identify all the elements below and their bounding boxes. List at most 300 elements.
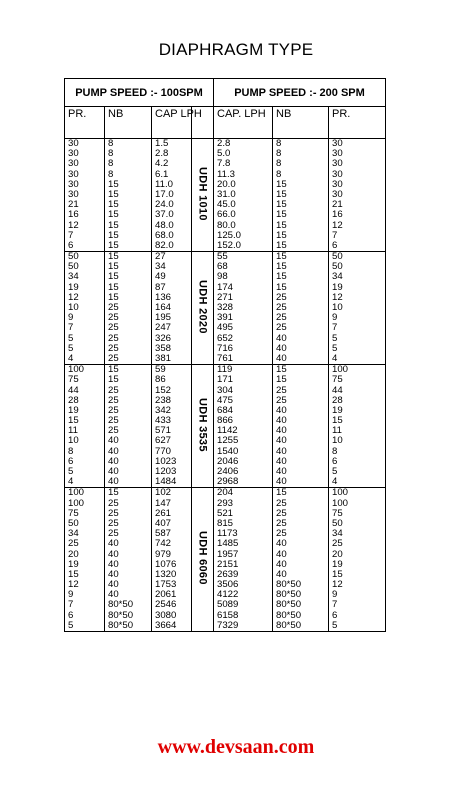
cell-value: 50 (332, 261, 343, 273)
cell-value: 40 (276, 466, 287, 477)
cell-value: 40 (108, 455, 119, 467)
model-name: UDH 3535 (196, 397, 209, 452)
cell-value: 1023 (155, 455, 177, 467)
cell-value: 1203 (155, 466, 177, 477)
cell-value: 50 (68, 517, 79, 529)
cell-value: 15 (332, 415, 343, 427)
cell-value: 19 (332, 558, 343, 570)
website-footer: www.devsaan.com (157, 736, 315, 758)
cell-value: 21 (68, 199, 79, 211)
cell-value: 16 (68, 209, 79, 221)
pr-cell (65, 488, 105, 632)
cell-value: 152 (155, 384, 172, 396)
model-group-row (65, 365, 386, 488)
cell-value: 80*50 (276, 609, 302, 621)
cell-value: 44 (332, 384, 343, 396)
cell-value: 358 (155, 342, 172, 354)
page-title: DIAPHRAGM TYPE (158, 40, 314, 59)
cell-value: 25 (276, 517, 287, 529)
cell-value: 59 (155, 364, 166, 376)
cell-value: 12 (332, 219, 343, 231)
cell-value: 5 (68, 466, 74, 477)
cell-value: 40 (108, 579, 119, 591)
cell-value: 3506 (217, 579, 239, 591)
model-name: UDH 2020 (196, 279, 209, 334)
cell-value: 8 (108, 168, 114, 180)
cell-value: 261 (155, 507, 172, 519)
cell-value: 55 (217, 251, 228, 263)
cell-value: 247 (155, 322, 172, 334)
cell-value: 4 (68, 352, 74, 364)
cell-value: 15 (276, 281, 287, 293)
cell-value: 15 (276, 229, 287, 241)
cell-value: 25 (68, 538, 79, 550)
cell-value: 10 (332, 302, 343, 313)
cell-value: 34 (155, 261, 166, 273)
model-group-row (65, 252, 386, 365)
cell-value: 815 (217, 517, 234, 529)
cell-value: 25 (108, 517, 119, 529)
cell-value: 8 (108, 158, 114, 170)
cell-value: 25 (108, 394, 119, 406)
cell-value: 5 (68, 342, 74, 354)
cap2-cell (214, 365, 273, 488)
cell-value: 5 (332, 466, 338, 477)
cell-value: 80.0 (217, 219, 236, 231)
cell-value: 7 (332, 229, 338, 241)
model-name: UDH 6060 (196, 531, 209, 585)
speed-100spm-header: PUMP SPEED :- 100SPM (65, 79, 214, 107)
cell-value: 25 (108, 322, 119, 334)
cell-value: 68 (217, 261, 228, 273)
cell-value: 12 (68, 579, 79, 591)
pr2-cell (329, 252, 386, 365)
cell-value: 19 (332, 281, 343, 293)
cell-value: 15 (276, 209, 287, 221)
cell-value: 25 (108, 497, 119, 509)
cell-value: 15 (276, 261, 287, 273)
cell-value: 40 (108, 476, 119, 488)
cell-value: 1076 (155, 558, 177, 570)
cell-value: 495 (217, 322, 234, 334)
cell-value: 571 (155, 425, 172, 437)
cell-value: 12 (332, 579, 343, 591)
cell-value: 82.0 (155, 239, 174, 251)
cell-value: 25 (108, 425, 119, 437)
cell-value: 27 (155, 251, 166, 263)
cell-value: 75 (332, 374, 343, 386)
cell-value: 40 (276, 352, 287, 364)
cell-value: 475 (217, 394, 234, 406)
cell-value: 9 (68, 589, 74, 601)
cell-value: 30 (332, 188, 343, 200)
cell-value: 15 (108, 219, 119, 231)
cell-value: 25 (276, 528, 287, 540)
cell-value: 30 (332, 178, 343, 190)
cell-value: 164 (155, 302, 172, 313)
cell-value: 75 (68, 374, 79, 386)
model-name-cell (192, 365, 214, 488)
cell-value: 716 (217, 342, 234, 354)
cell-value: 25 (332, 538, 343, 550)
cell-value: 6 (68, 455, 74, 467)
cell-value: 40 (108, 466, 119, 477)
cell-value: 100 (68, 497, 85, 509)
nb-cell (105, 139, 152, 252)
nb-cell (105, 365, 152, 488)
cell-value: 25 (108, 528, 119, 540)
cell-value: 7 (332, 599, 338, 611)
cell-value: 15 (276, 251, 287, 263)
cap-cell (152, 139, 192, 252)
cell-value: 2639 (217, 568, 239, 580)
model-name: UDH 1010 (196, 166, 209, 221)
cell-value: 2151 (217, 558, 239, 570)
cell-value: 136 (155, 291, 172, 303)
cell-value: 587 (155, 528, 172, 540)
cell-value: 80*50 (276, 599, 302, 611)
cell-value: 40 (108, 445, 119, 457)
speed-header-row (65, 79, 386, 107)
cell-value: 147 (155, 497, 172, 509)
cell-value: 12 (332, 291, 343, 303)
cell-value: 15 (276, 239, 287, 251)
cell-value: 30 (68, 158, 79, 170)
cell-value: 391 (217, 312, 234, 324)
cell-value: 19 (332, 404, 343, 416)
cell-value: 652 (217, 332, 234, 344)
cell-value: 40 (108, 558, 119, 570)
nb2-cell (273, 365, 329, 488)
cell-value: 49 (155, 271, 166, 283)
cell-value: 15 (108, 199, 119, 211)
speed-200spm-header: PUMP SPEED :- 200 SPM (214, 79, 386, 107)
cell-value: 15 (108, 188, 119, 200)
cell-value: 40 (276, 425, 287, 437)
cell-value: 521 (217, 507, 234, 519)
cell-value: 30 (332, 148, 343, 160)
nb2-cell (273, 139, 329, 252)
cell-value: 433 (155, 415, 172, 427)
cell-value: 100 (332, 497, 349, 509)
cell-value: 770 (155, 445, 172, 457)
cell-value: 15 (276, 374, 287, 386)
cell-value: 25 (108, 312, 119, 324)
cell-value: 6 (332, 609, 338, 621)
cell-value: 25 (276, 497, 287, 509)
cell-value: 40 (276, 415, 287, 427)
cell-value: 15 (108, 251, 119, 263)
cell-value: 40 (276, 548, 287, 560)
cell-value: 20 (68, 548, 79, 560)
cell-value: 15 (276, 364, 287, 376)
cell-value: 40 (108, 538, 119, 550)
cell-value: 742 (155, 538, 172, 550)
cell-value: 31.0 (217, 188, 236, 200)
cell-value: 2968 (217, 476, 239, 488)
pr-cell (65, 139, 105, 252)
cell-value: 40 (108, 435, 119, 447)
cell-value: 15 (276, 178, 287, 190)
cell-value: 15 (108, 281, 119, 293)
cell-value: 86 (155, 374, 166, 386)
cell-value: 2.8 (155, 148, 169, 160)
column-header-row (65, 107, 386, 139)
cell-value: 15 (68, 415, 79, 427)
cell-value: 15 (108, 229, 119, 241)
cap-cell (152, 252, 192, 365)
cell-value: 6 (68, 239, 74, 251)
cell-value: 15 (108, 271, 119, 283)
cell-value: 30 (68, 138, 79, 149)
model-name-cell (192, 139, 214, 252)
cell-value: 5 (332, 332, 338, 344)
cell-value: 2546 (155, 599, 177, 611)
cell-value: 7 (68, 229, 74, 241)
cell-value: 30 (332, 168, 343, 180)
cell-value: 1485 (217, 538, 239, 550)
cell-value: 15 (276, 271, 287, 283)
cell-value: 6 (332, 239, 338, 251)
cell-value: 1.5 (155, 138, 169, 149)
cell-value: 9 (68, 312, 74, 324)
cell-value: 15 (108, 291, 119, 303)
cell-value: 34 (68, 528, 79, 540)
cap2-cell (214, 139, 273, 252)
cell-value: 40 (276, 332, 287, 344)
cap2-cell (214, 252, 273, 365)
cell-value: 30 (332, 138, 343, 149)
cell-value: 15 (108, 261, 119, 273)
cell-value: 50 (332, 251, 343, 263)
nb2-cell (273, 252, 329, 365)
nb-cell (105, 488, 152, 632)
cell-value: 50 (68, 261, 79, 273)
cell-value: 5 (332, 619, 338, 631)
cell-value: 684 (217, 404, 234, 416)
cell-value: 8 (276, 148, 282, 160)
cell-value: 7 (68, 599, 74, 611)
cell-value: 3080 (155, 609, 177, 621)
cell-value: 8 (332, 445, 338, 457)
cell-value: 11 (68, 425, 78, 437)
cell-value: 119 (217, 364, 233, 376)
cell-value: 25 (276, 507, 287, 519)
cell-value: 8 (276, 168, 282, 180)
cell-value: 125.0 (217, 229, 242, 241)
cell-value: 761 (217, 352, 234, 364)
cell-value: 25 (276, 384, 287, 396)
cell-value: 15 (276, 188, 287, 200)
cell-value: 44 (68, 384, 79, 396)
pr2-cell (329, 139, 386, 252)
cell-value: 40 (108, 589, 119, 601)
nb2-cell (273, 488, 329, 632)
cell-value: 407 (155, 517, 172, 529)
cell-value: 25 (276, 394, 287, 406)
cell-value: 40 (276, 435, 287, 447)
cell-value: 5 (332, 342, 338, 354)
cell-value: 15 (276, 199, 287, 211)
cell-value: 8 (108, 138, 114, 149)
cell-value: 66.0 (217, 209, 236, 221)
pr2-cell (329, 488, 386, 632)
cell-value: 68.0 (155, 229, 174, 241)
cell-value: 4.2 (155, 158, 169, 170)
cell-value: 19 (68, 404, 79, 416)
cell-value: 7.8 (217, 158, 231, 170)
cell-value: 75 (68, 507, 79, 519)
cell-value: 2.8 (217, 138, 231, 149)
cell-value: 30 (68, 178, 79, 190)
cell-value: 9 (332, 312, 338, 324)
model-name-cell (192, 252, 214, 365)
cell-value: 9 (332, 589, 338, 601)
cell-value: 25 (276, 302, 287, 313)
cell-value: 20 (332, 548, 343, 560)
cell-value: 8 (108, 148, 114, 160)
cell-value: 15 (108, 239, 119, 251)
cell-value: 100 (68, 487, 85, 499)
cell-value: 25 (276, 291, 287, 303)
cell-value: 15 (276, 487, 287, 499)
cell-value: 1540 (217, 445, 239, 457)
cell-value: 152.0 (217, 239, 242, 251)
cell-value: 40 (276, 476, 287, 488)
cell-value: 40 (276, 568, 287, 580)
cell-value: 866 (217, 415, 234, 427)
cell-value: 40 (276, 404, 287, 416)
col-header-cap: CAP LPH (152, 107, 192, 139)
cell-value: 30 (332, 158, 343, 170)
cell-value: 80*50 (108, 619, 134, 631)
cell-value: 4 (332, 476, 338, 488)
cap-cell (152, 488, 192, 632)
cell-value: 11.0 (155, 178, 173, 190)
cell-value: 30 (68, 188, 79, 200)
cell-value: 34 (332, 271, 343, 283)
cell-value: 28 (68, 394, 79, 406)
cell-value: 8 (276, 138, 282, 149)
cell-value: 627 (155, 435, 172, 447)
cell-value: 37.0 (155, 209, 174, 221)
cell-value: 293 (217, 497, 234, 509)
cell-value: 11.3 (217, 168, 235, 180)
cell-value: 20.0 (217, 178, 236, 190)
cell-value: 2046 (217, 455, 239, 467)
cell-value: 16 (332, 209, 343, 221)
cell-value: 80*50 (276, 589, 302, 601)
cell-value: 15 (108, 374, 119, 386)
cell-value: 238 (155, 394, 172, 406)
cell-value: 171 (217, 374, 234, 386)
cell-value: 1142 (217, 425, 238, 437)
cell-value: 5089 (217, 599, 239, 611)
cell-value: 80*50 (276, 619, 302, 631)
col-header-cap2: CAP. LPH (214, 107, 273, 139)
cell-value: 30 (68, 168, 79, 180)
cell-value: 15 (108, 364, 119, 376)
cell-value: 40 (108, 568, 119, 580)
cell-value: 204 (217, 487, 234, 499)
pr-cell (65, 252, 105, 365)
cell-value: 2406 (217, 466, 239, 477)
cell-value: 4 (332, 352, 338, 364)
cell-value: 12 (68, 291, 79, 303)
cell-value: 25 (108, 507, 119, 519)
col-header-nb2: NB (273, 107, 329, 139)
cell-value: 326 (155, 332, 172, 344)
col-header-nb: NB (105, 107, 152, 139)
cell-value: 40 (276, 342, 287, 354)
cell-value: 25 (108, 342, 119, 354)
cell-value: 342 (155, 404, 172, 416)
cell-value: 15 (108, 487, 119, 499)
model-group-row (65, 139, 386, 252)
cell-value: 87 (155, 281, 166, 293)
pump-spec-table (64, 78, 386, 632)
cell-value: 1173 (217, 528, 238, 540)
cell-value: 25 (276, 322, 287, 334)
cell-value: 381 (155, 352, 172, 364)
cell-value: 3664 (155, 619, 177, 631)
cell-value: 15 (332, 568, 343, 580)
cell-value: 6 (332, 455, 338, 467)
cell-value: 11 (332, 425, 342, 437)
cell-value: 5 (68, 619, 74, 631)
cell-value: 100 (332, 487, 349, 499)
cell-value: 25 (276, 312, 287, 324)
cell-value: 40 (276, 538, 287, 550)
cell-value: 19 (68, 281, 79, 293)
cell-value: 4 (68, 476, 74, 488)
col-header-pr2: PR. (329, 107, 386, 139)
cell-value: 328 (217, 302, 234, 313)
cell-value: 15 (108, 178, 119, 190)
cell-value: 100 (68, 364, 85, 376)
cell-value: 75 (332, 507, 343, 519)
cell-value: 4122 (217, 589, 239, 601)
cell-value: 174 (217, 281, 234, 293)
cell-value: 15 (108, 209, 119, 221)
cell-value: 25 (108, 302, 119, 313)
cell-value: 5.0 (217, 148, 231, 160)
cell-value: 8 (68, 445, 74, 457)
cell-value: 40 (276, 445, 287, 457)
cell-value: 7 (332, 322, 338, 334)
cell-value: 25 (108, 384, 119, 396)
cell-value: 40 (108, 548, 119, 560)
cell-value: 15 (68, 568, 79, 580)
cell-value: 5 (68, 332, 74, 344)
cell-value: 1753 (155, 579, 177, 591)
cell-value: 100 (332, 364, 349, 376)
cell-value: 271 (217, 291, 234, 303)
cell-value: 19 (68, 558, 79, 570)
cell-value: 10 (68, 435, 79, 447)
cell-value: 12 (68, 219, 79, 231)
cell-value: 40 (276, 558, 287, 570)
cell-value: 80*50 (108, 599, 134, 611)
cell-value: 10 (68, 302, 79, 313)
cell-value: 1320 (155, 568, 177, 580)
cell-value: 50 (68, 251, 79, 263)
cell-value: 6.1 (155, 168, 169, 180)
cap2-cell (214, 488, 273, 632)
col-header-pr: PR. (65, 107, 105, 139)
cell-value: 102 (155, 487, 172, 499)
cell-value: 6158 (217, 609, 239, 621)
